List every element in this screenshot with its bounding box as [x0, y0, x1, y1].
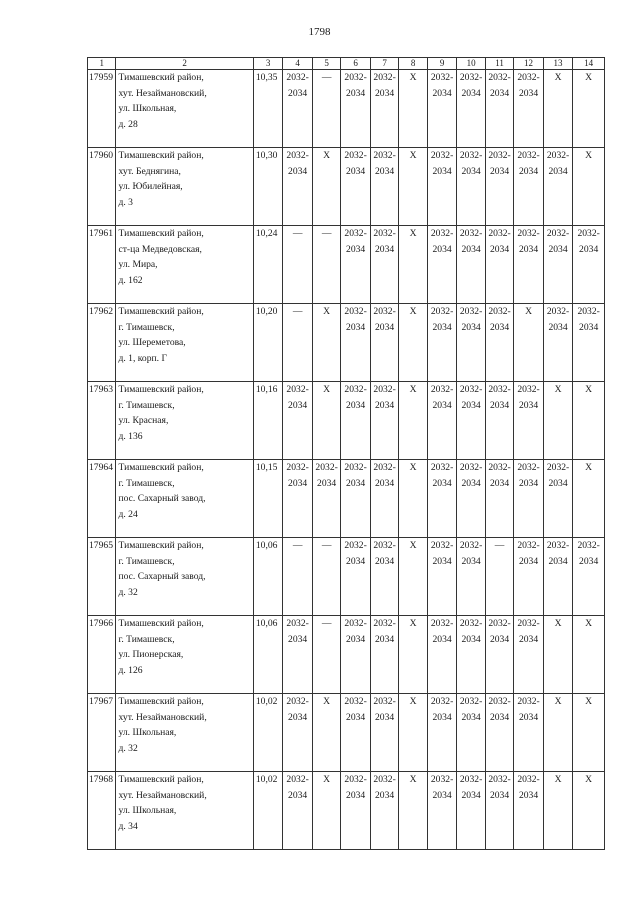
period-cell-col-9: 2032- 2034	[427, 538, 457, 616]
period-cell-col-10: 2032- 2034	[457, 694, 485, 772]
period-cell-col-7: 2032- 2034	[370, 226, 398, 304]
period-cell-col-5: —	[312, 226, 340, 304]
period-cell-col-8: X	[399, 382, 427, 460]
header-row	[88, 58, 605, 70]
record-number: 17963	[88, 382, 116, 460]
period-cell-col-11: 2032- 2034	[485, 772, 513, 850]
address-line: Тимашевский район,	[118, 228, 204, 239]
address-line: Тимашевский район,	[118, 618, 204, 629]
record-number: 17959	[88, 70, 116, 148]
table-row	[88, 772, 605, 850]
period-cell-col-6: 2032- 2034	[341, 460, 371, 538]
record-number: 17967	[88, 694, 116, 772]
period-cell-col-4: 2032- 2034	[283, 616, 313, 694]
period-cell-col-5: —	[312, 616, 340, 694]
area-value: 10,16	[253, 382, 283, 460]
registry-table-body	[88, 58, 605, 850]
period-cell-col-14: X	[573, 772, 605, 850]
address-line: д. 1, корп. Г	[118, 352, 168, 364]
period-cell-col-14: 2032- 2034	[573, 226, 605, 304]
address-line: Тимашевский район,	[118, 384, 204, 395]
period-cell-col-6: 2032- 2034	[341, 616, 371, 694]
address-line: Тимашевский район,	[118, 72, 204, 83]
address-line: ул. Пионерская,	[118, 649, 184, 661]
table-row	[88, 538, 605, 616]
address-line: д. 24	[118, 508, 138, 520]
period-cell-col-7: 2032- 2034	[370, 148, 398, 226]
period-cell-col-9: 2032- 2034	[427, 616, 457, 694]
address-line: д. 28	[118, 118, 138, 130]
period-cell-col-13: 2032- 2034	[543, 460, 573, 538]
address-cell	[116, 694, 253, 772]
period-cell-col-10: 2032- 2034	[457, 226, 485, 304]
address-line: пос. Сахарный завод,	[118, 571, 206, 583]
address-line: г. Тимашевск,	[118, 321, 175, 333]
period-cell-col-12: 2032- 2034	[514, 460, 544, 538]
record-number: 17968	[88, 772, 116, 850]
area-value: 10,24	[253, 226, 283, 304]
period-cell-col-11: —	[485, 538, 513, 616]
address-line: хут. Незаймановский,	[118, 789, 207, 801]
address-line: ул. Школьная,	[118, 805, 177, 817]
period-cell-col-10: 2032- 2034	[457, 304, 485, 382]
period-cell-col-14: X	[573, 148, 605, 226]
period-cell-col-6: 2032- 2034	[341, 772, 371, 850]
area-value: 10,30	[253, 148, 283, 226]
period-cell-col-8: X	[399, 226, 427, 304]
area-value: 10,35	[253, 70, 283, 148]
period-cell-col-6: 2032- 2034	[341, 382, 371, 460]
period-cell-col-9: 2032- 2034	[427, 226, 457, 304]
column-header-8: 8	[399, 58, 427, 70]
area-value: 10,06	[253, 538, 283, 616]
address-line: г. Тимашевск,	[118, 477, 175, 489]
period-cell-col-5: —	[312, 70, 340, 148]
column-header-10: 10	[457, 58, 485, 70]
period-cell-col-9: 2032- 2034	[427, 772, 457, 850]
period-cell-col-12: 2032- 2034	[514, 226, 544, 304]
table-row	[88, 148, 605, 226]
area-value: 10,02	[253, 694, 283, 772]
column-header-2: 2	[116, 58, 253, 70]
table-row	[88, 616, 605, 694]
record-number: 17960	[88, 148, 116, 226]
period-cell-col-14: X	[573, 616, 605, 694]
address-line: Тимашевский район,	[118, 696, 204, 707]
column-header-3: 3	[253, 58, 283, 70]
period-cell-col-6: 2032- 2034	[341, 694, 371, 772]
period-cell-col-4: —	[283, 226, 313, 304]
period-cell-col-8: X	[399, 616, 427, 694]
record-number: 17964	[88, 460, 116, 538]
period-cell-col-13: X	[543, 70, 573, 148]
table-row	[88, 694, 605, 772]
period-cell-col-10: 2032- 2034	[457, 148, 485, 226]
period-cell-col-4: 2032- 2034	[283, 382, 313, 460]
period-cell-col-4: 2032- 2034	[283, 148, 313, 226]
address-cell	[116, 616, 253, 694]
period-cell-col-5: X	[312, 382, 340, 460]
address-line: хут. Беднягина,	[118, 165, 181, 177]
address-line: ул. Мира,	[118, 259, 158, 271]
period-cell-col-11: 2032- 2034	[485, 460, 513, 538]
period-cell-col-4: 2032- 2034	[283, 694, 313, 772]
registry-table	[87, 57, 605, 850]
address-line: ул. Школьная,	[118, 727, 177, 739]
address-line: г. Тимашевск,	[118, 399, 175, 411]
period-cell-col-6: 2032- 2034	[341, 538, 371, 616]
period-cell-col-14: 2032- 2034	[573, 538, 605, 616]
table-row	[88, 304, 605, 382]
address-cell	[116, 538, 253, 616]
area-value: 10,02	[253, 772, 283, 850]
column-header-12: 12	[514, 58, 544, 70]
period-cell-col-7: 2032- 2034	[370, 538, 398, 616]
address-line: хут. Незаймановский,	[118, 711, 207, 723]
column-header-1: 1	[88, 58, 116, 70]
period-cell-col-11: 2032- 2034	[485, 70, 513, 148]
column-header-11: 11	[485, 58, 513, 70]
period-cell-col-12: 2032- 2034	[514, 538, 544, 616]
address-cell	[116, 382, 253, 460]
period-cell-col-13: X	[543, 694, 573, 772]
period-cell-col-4: 2032- 2034	[283, 460, 313, 538]
period-cell-col-12: 2032- 2034	[514, 772, 544, 850]
area-value: 10,06	[253, 616, 283, 694]
period-cell-col-9: 2032- 2034	[427, 70, 457, 148]
period-cell-col-11: 2032- 2034	[485, 616, 513, 694]
period-cell-col-8: X	[399, 538, 427, 616]
address-line: г. Тимашевск,	[118, 555, 175, 567]
period-cell-col-11: 2032- 2034	[485, 148, 513, 226]
period-cell-col-13: 2032- 2034	[543, 226, 573, 304]
period-cell-col-6: 2032- 2034	[341, 70, 371, 148]
address-line: Тимашевский район,	[118, 306, 204, 317]
address-line: Тимашевский район,	[118, 774, 204, 785]
period-cell-col-11: 2032- 2034	[485, 226, 513, 304]
period-cell-col-7: 2032- 2034	[370, 382, 398, 460]
area-value: 10,20	[253, 304, 283, 382]
table-row	[88, 70, 605, 148]
period-cell-col-8: X	[399, 772, 427, 850]
address-cell	[116, 148, 253, 226]
column-header-6: 6	[341, 58, 371, 70]
period-cell-col-14: 2032- 2034	[573, 304, 605, 382]
period-cell-col-9: 2032- 2034	[427, 694, 457, 772]
address-line: д. 32	[118, 586, 138, 598]
period-cell-col-5: X	[312, 694, 340, 772]
period-cell-col-8: X	[399, 304, 427, 382]
period-cell-col-5: X	[312, 772, 340, 850]
column-header-5: 5	[312, 58, 340, 70]
period-cell-col-14: X	[573, 70, 605, 148]
address-cell	[116, 226, 253, 304]
address-line: д. 34	[118, 820, 138, 832]
record-number: 17966	[88, 616, 116, 694]
column-header-14: 14	[573, 58, 605, 70]
period-cell-col-4: —	[283, 538, 313, 616]
period-cell-col-14: X	[573, 694, 605, 772]
record-number: 17965	[88, 538, 116, 616]
period-cell-col-8: X	[399, 694, 427, 772]
period-cell-col-8: X	[399, 460, 427, 538]
period-cell-col-12: 2032- 2034	[514, 616, 544, 694]
address-line: г. Тимашевск,	[118, 633, 175, 645]
period-cell-col-5: —	[312, 538, 340, 616]
address-line: хут. Незаймановский,	[118, 87, 207, 99]
period-cell-col-7: 2032- 2034	[370, 460, 398, 538]
period-cell-col-12: X	[514, 304, 544, 382]
period-cell-col-9: 2032- 2034	[427, 304, 457, 382]
period-cell-col-5: 2032- 2034	[312, 460, 340, 538]
period-cell-col-11: 2032- 2034	[485, 304, 513, 382]
period-cell-col-7: 2032- 2034	[370, 694, 398, 772]
period-cell-col-4: 2032- 2034	[283, 772, 313, 850]
column-header-4: 4	[283, 58, 313, 70]
period-cell-col-14: X	[573, 460, 605, 538]
period-cell-col-13: X	[543, 382, 573, 460]
period-cell-col-12: 2032- 2034	[514, 70, 544, 148]
period-cell-col-12: 2032- 2034	[514, 382, 544, 460]
period-cell-col-14: X	[573, 382, 605, 460]
period-cell-col-9: 2032- 2034	[427, 148, 457, 226]
period-cell-col-11: 2032- 2034	[485, 382, 513, 460]
period-cell-col-13: 2032- 2034	[543, 148, 573, 226]
address-line: ул. Красная,	[118, 415, 169, 427]
address-cell	[116, 304, 253, 382]
address-line: д. 3	[118, 196, 133, 208]
period-cell-col-7: 2032- 2034	[370, 772, 398, 850]
address-line: ул. Шереметова,	[118, 337, 186, 349]
column-header-7: 7	[370, 58, 398, 70]
period-cell-col-13: X	[543, 616, 573, 694]
period-cell-col-4: 2032- 2034	[283, 70, 313, 148]
period-cell-col-6: 2032- 2034	[341, 304, 371, 382]
period-cell-col-9: 2032- 2034	[427, 382, 457, 460]
period-cell-col-10: 2032- 2034	[457, 460, 485, 538]
address-line: ст-ца Медведовская,	[118, 243, 202, 255]
address-line: пос. Сахарный завод,	[118, 493, 206, 505]
address-line: Тимашевский район,	[118, 462, 204, 473]
address-line: д. 126	[118, 664, 143, 676]
period-cell-col-13: 2032- 2034	[543, 538, 573, 616]
address-line: д. 32	[118, 742, 138, 754]
period-cell-col-5: X	[312, 304, 340, 382]
address-line: ул. Школьная,	[118, 103, 177, 115]
address-line: д. 136	[118, 430, 143, 442]
period-cell-col-6: 2032- 2034	[341, 226, 371, 304]
period-cell-col-4: —	[283, 304, 313, 382]
period-cell-col-9: 2032- 2034	[427, 460, 457, 538]
address-cell	[116, 772, 253, 850]
period-cell-col-5: X	[312, 148, 340, 226]
period-cell-col-11: 2032- 2034	[485, 694, 513, 772]
period-cell-col-10: 2032- 2034	[457, 772, 485, 850]
record-number: 17962	[88, 304, 116, 382]
period-cell-col-10: 2032- 2034	[457, 616, 485, 694]
column-header-9: 9	[427, 58, 457, 70]
period-cell-col-12: 2032- 2034	[514, 148, 544, 226]
table-row	[88, 226, 605, 304]
record-number: 17961	[88, 226, 116, 304]
table-row	[88, 460, 605, 538]
period-cell-col-10: 2032- 2034	[457, 70, 485, 148]
period-cell-col-13: 2032- 2034	[543, 304, 573, 382]
period-cell-col-10: 2032- 2034	[457, 538, 485, 616]
period-cell-col-6: 2032- 2034	[341, 148, 371, 226]
period-cell-col-7: 2032- 2034	[370, 304, 398, 382]
table-row	[88, 382, 605, 460]
address-cell	[116, 70, 253, 148]
page-number: 1798	[308, 26, 331, 38]
period-cell-col-13: X	[543, 772, 573, 850]
column-header-13: 13	[543, 58, 573, 70]
period-cell-col-7: 2032- 2034	[370, 70, 398, 148]
address-line: Тимашевский район,	[118, 540, 204, 551]
address-line: д. 162	[118, 274, 143, 286]
address-cell	[116, 460, 253, 538]
area-value: 10,15	[253, 460, 283, 538]
period-cell-col-10: 2032- 2034	[457, 382, 485, 460]
period-cell-col-7: 2032- 2034	[370, 616, 398, 694]
period-cell-col-12: 2032- 2034	[514, 694, 544, 772]
address-line: Тимашевский район,	[118, 150, 204, 161]
period-cell-col-8: X	[399, 70, 427, 148]
period-cell-col-8: X	[399, 148, 427, 226]
address-line: ул. Юбилейная,	[118, 181, 183, 193]
